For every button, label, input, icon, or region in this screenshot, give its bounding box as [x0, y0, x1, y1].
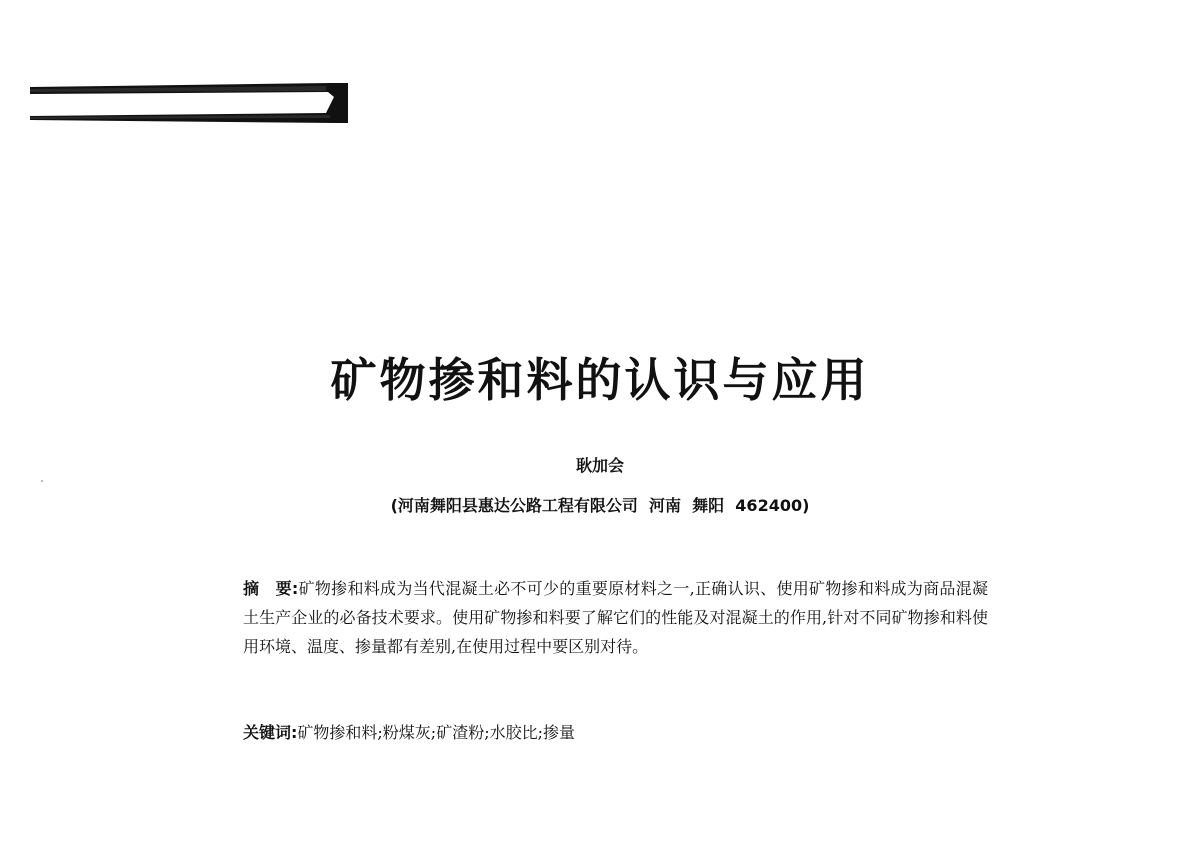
header-bar-graphic: [30, 83, 348, 123]
abstract-label: 摘 要:: [243, 579, 299, 598]
abstract-paragraph: [243, 574, 988, 661]
scan-speck: [41, 480, 43, 482]
decorative-header-bar: [30, 83, 348, 123]
keywords-label: 关键词:: [243, 723, 298, 742]
article-affiliation: (河南舞阳县惠达公路工程有限公司 河南 舞阳 462400): [390, 496, 810, 515]
abstract-text: 矿物掺和料成为当代混凝土必不可少的重要原材料之一,正确认识、使用矿物掺和料成为商品混凝土生产企业的必备技术要求。使用矿物掺和料要了解它们的性能及对混凝土的作用,针对不同矿物掺和料使用环境、温度、掺量都有差别,在使用过程中要区别对待。: [243, 579, 988, 656]
keywords-text: 矿物掺和料;粉煤灰;矿渣粉;水胶比;掺量: [297, 723, 575, 742]
article-author: 耿加会: [575, 456, 624, 475]
article-title: 矿物掺和料的认识与应用: [330, 353, 870, 407]
keywords-paragraph: [243, 720, 988, 746]
